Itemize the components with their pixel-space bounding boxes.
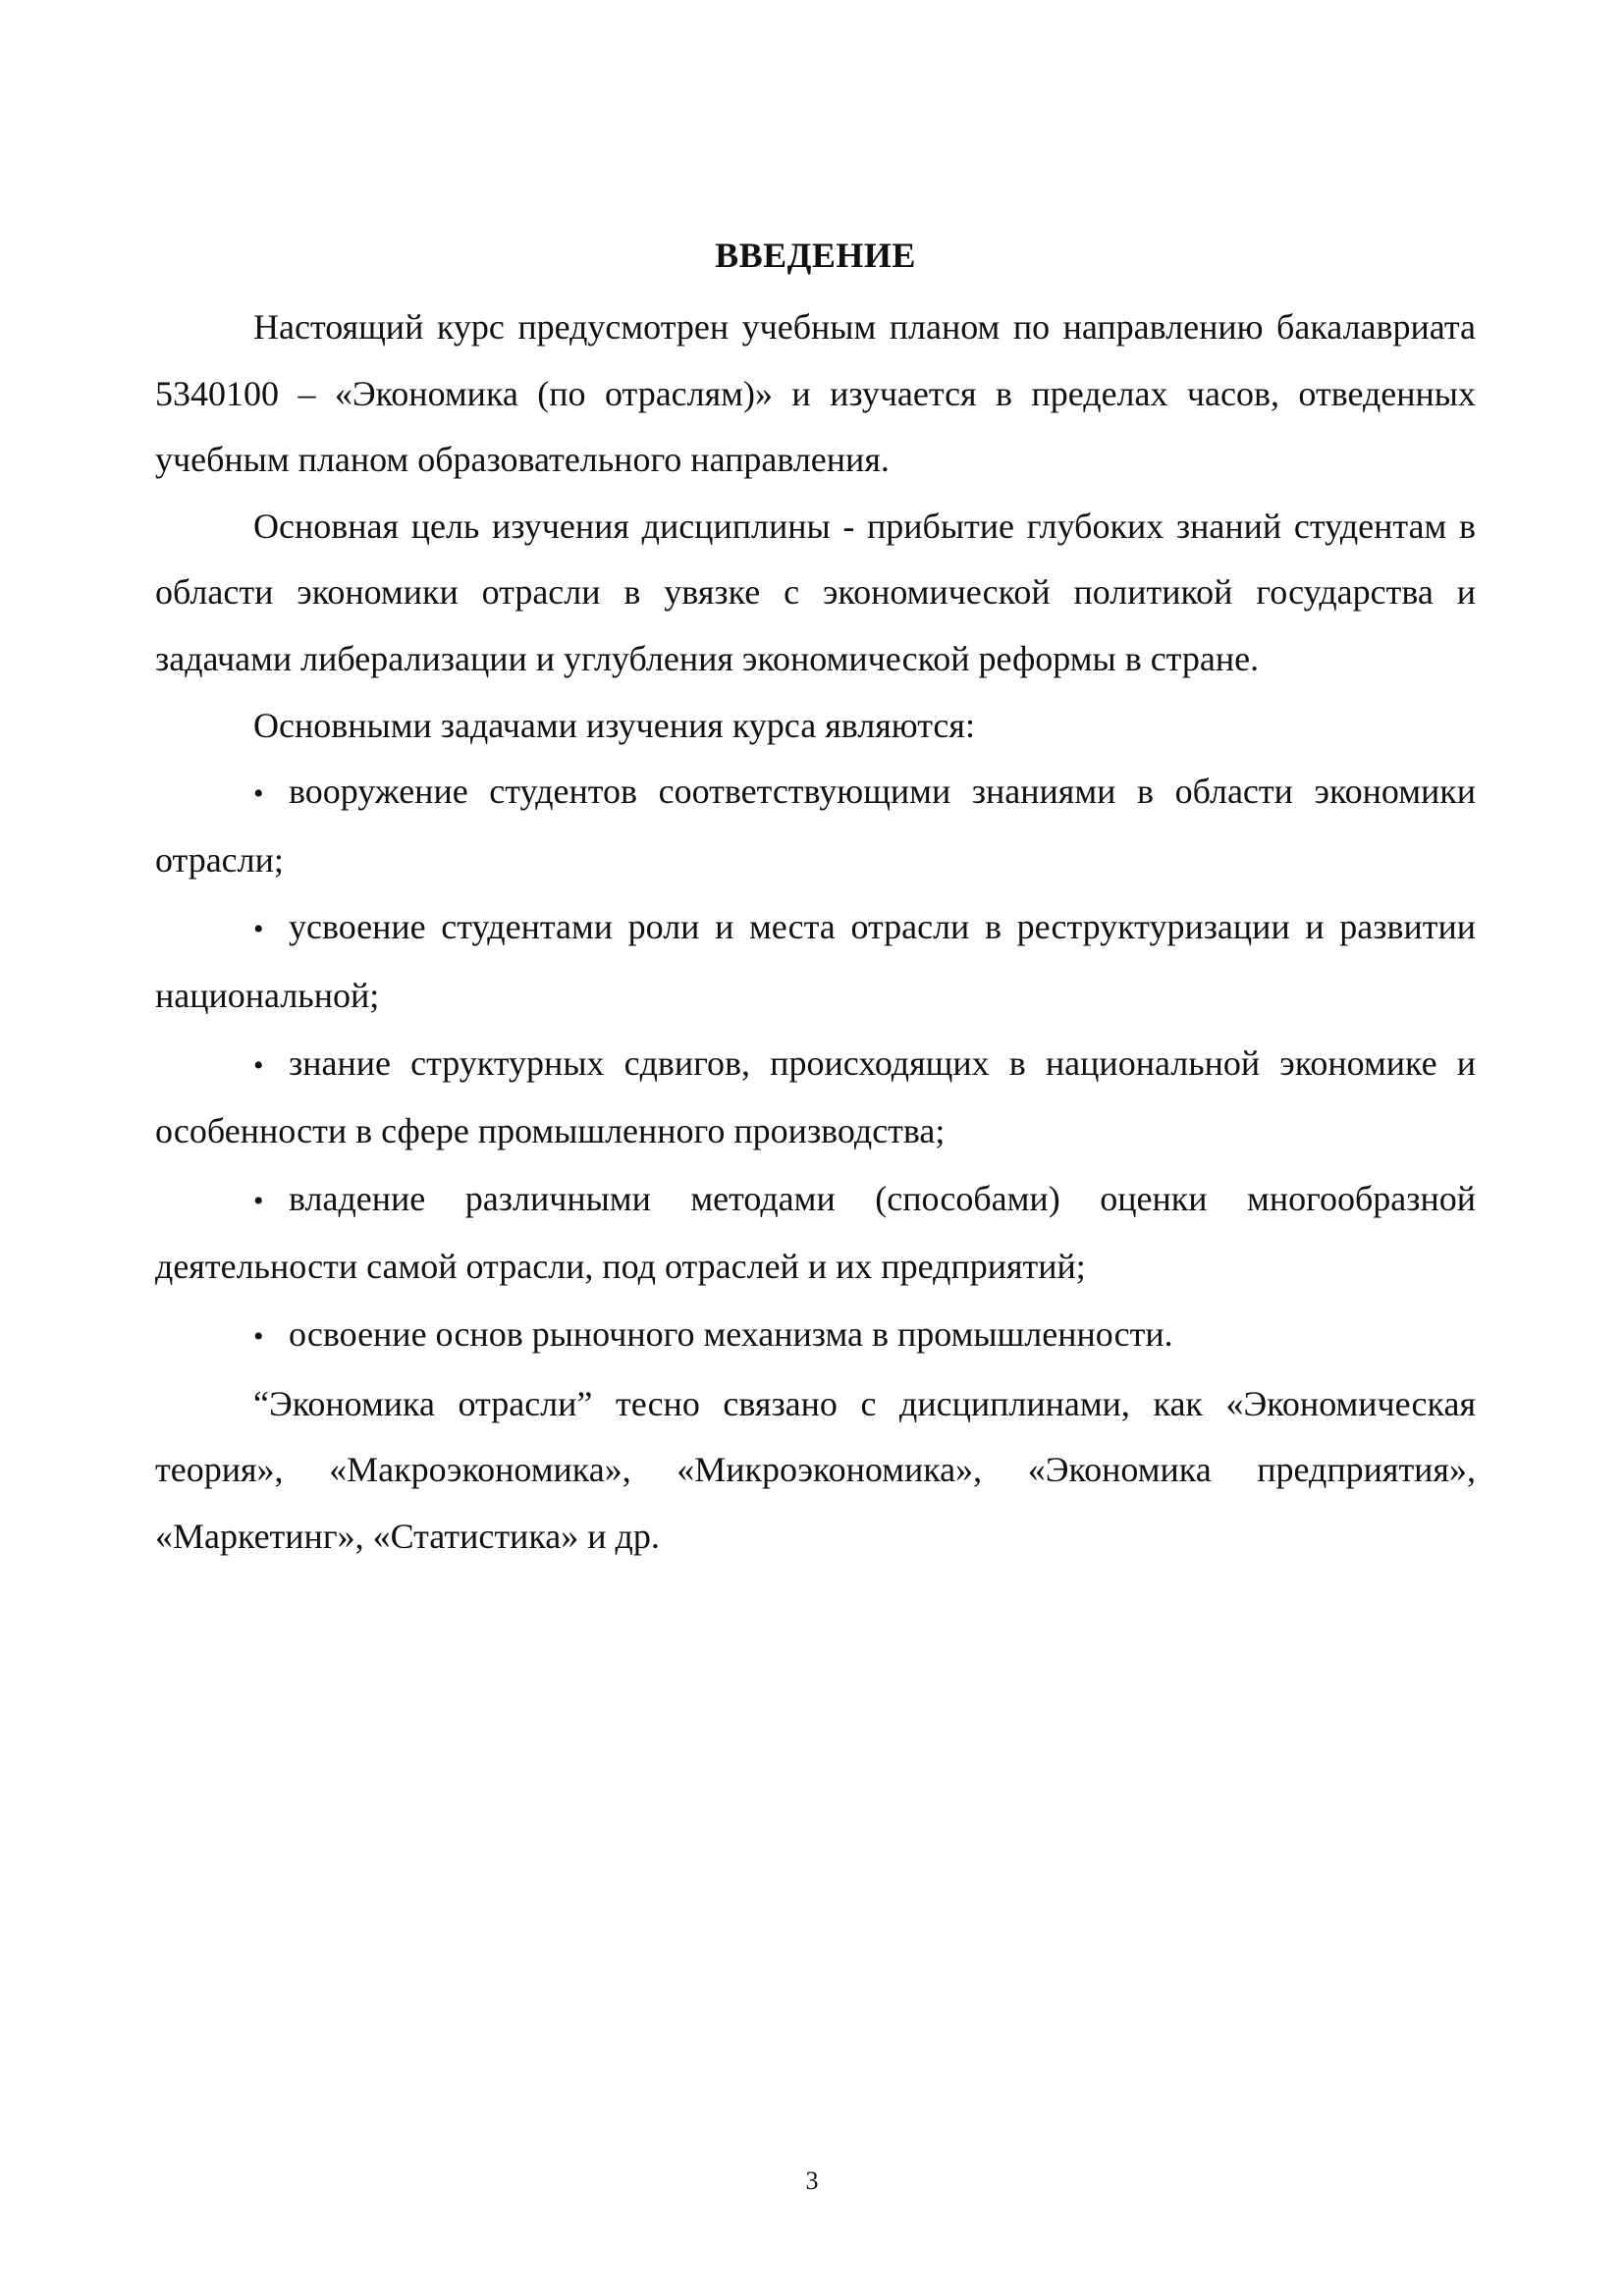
bullet-icon: • xyxy=(253,1184,264,1217)
bullet-icon: • xyxy=(253,1319,264,1353)
list-item xyxy=(155,1031,1476,1165)
list-item xyxy=(155,1302,1476,1370)
bullet-icon: • xyxy=(253,777,264,811)
list-item xyxy=(155,1166,1476,1301)
list-item-text: знание структурных сдвигов, происходящих в национальной экономике и особенности в сфере промышленного производства; xyxy=(155,1042,1476,1151)
list-item xyxy=(155,759,1476,893)
list-item-text: владение различными методами (способами) оценки многообразной деятельности самой отрасли, под отраслей и их предприятий; xyxy=(155,1178,1476,1287)
list-item xyxy=(155,894,1476,1029)
goal-paragraph: Основная цель изучения дисциплины - прибытие глубоких знаний студентам в области экономики отрасли в увязке с экономической политикой государства и задачами либерализации и углубления экономической реформы в стране. xyxy=(155,506,1476,678)
list-item-text: освоение основ рыночного механизма в промышленности. xyxy=(289,1313,1173,1354)
bullet-icon: • xyxy=(253,1048,264,1082)
tasks-intro: Основными задачами изучения курса являются: xyxy=(253,705,975,745)
page-title: ВВЕДЕНИЕ xyxy=(715,236,916,275)
list-item-text: вооружение студентов соответствующими знаниями в области экономики отрасли; xyxy=(155,772,1476,880)
list-item-text: усвоение студентами роли и места отрасли в реструктуризации и развитии национальной; xyxy=(155,907,1476,1015)
tasks-list xyxy=(155,759,1476,1369)
page-number: 3 xyxy=(805,2166,819,2195)
bullet-icon: • xyxy=(253,913,264,946)
closing-paragraph: “Экономика отрасли” тесно связано с дисциплинами, как «Экономическая теория», «Макроэкономика», «Микроэкономика», «Экономика предприятия», «Маркетинг», «Статистика» и др. xyxy=(155,1383,1476,1556)
intro-paragraph: Настоящий курс предусмотрен учебным планом по направлению бакалавриата 5340100 – «Экономика (по отраслям)» и изучается в пределах часов, отведенных учебным планом образовательного направления. xyxy=(155,307,1476,480)
page-content xyxy=(155,226,1476,1570)
